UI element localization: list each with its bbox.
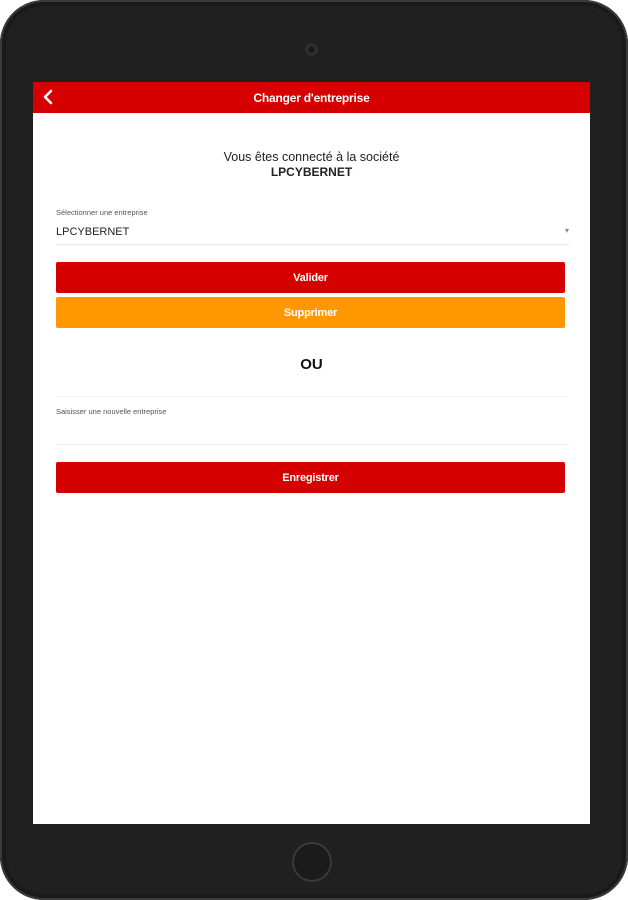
company-select-value: LPCYBERNET — [56, 226, 130, 238]
divider — [56, 396, 569, 397]
validate-button[interactable]: Valider — [56, 262, 565, 293]
new-company-input[interactable] — [56, 418, 569, 445]
or-separator: OU — [300, 356, 323, 373]
back-button[interactable] — [37, 86, 59, 108]
new-company-label: Saisisser une nouvelle entreprise — [56, 407, 167, 416]
select-company-label: Sélectionner une entreprise — [56, 208, 148, 217]
chevron-left-icon — [41, 89, 55, 105]
camera-icon — [306, 44, 317, 55]
page-title: Changer d'entreprise — [253, 90, 370, 105]
delete-button[interactable]: Supprimer — [56, 297, 565, 328]
connection-info — [33, 150, 590, 180]
save-button[interactable]: Enregistrer — [56, 462, 565, 493]
app-screen — [33, 82, 590, 824]
chevron-down-icon: ▾ — [564, 226, 569, 235]
current-company: LPCYBERNET — [270, 165, 353, 179]
app-bar — [33, 82, 590, 113]
home-button[interactable] — [292, 842, 332, 882]
company-select[interactable] — [56, 222, 569, 245]
connection-text: Vous êtes connecté à la société — [223, 150, 400, 164]
